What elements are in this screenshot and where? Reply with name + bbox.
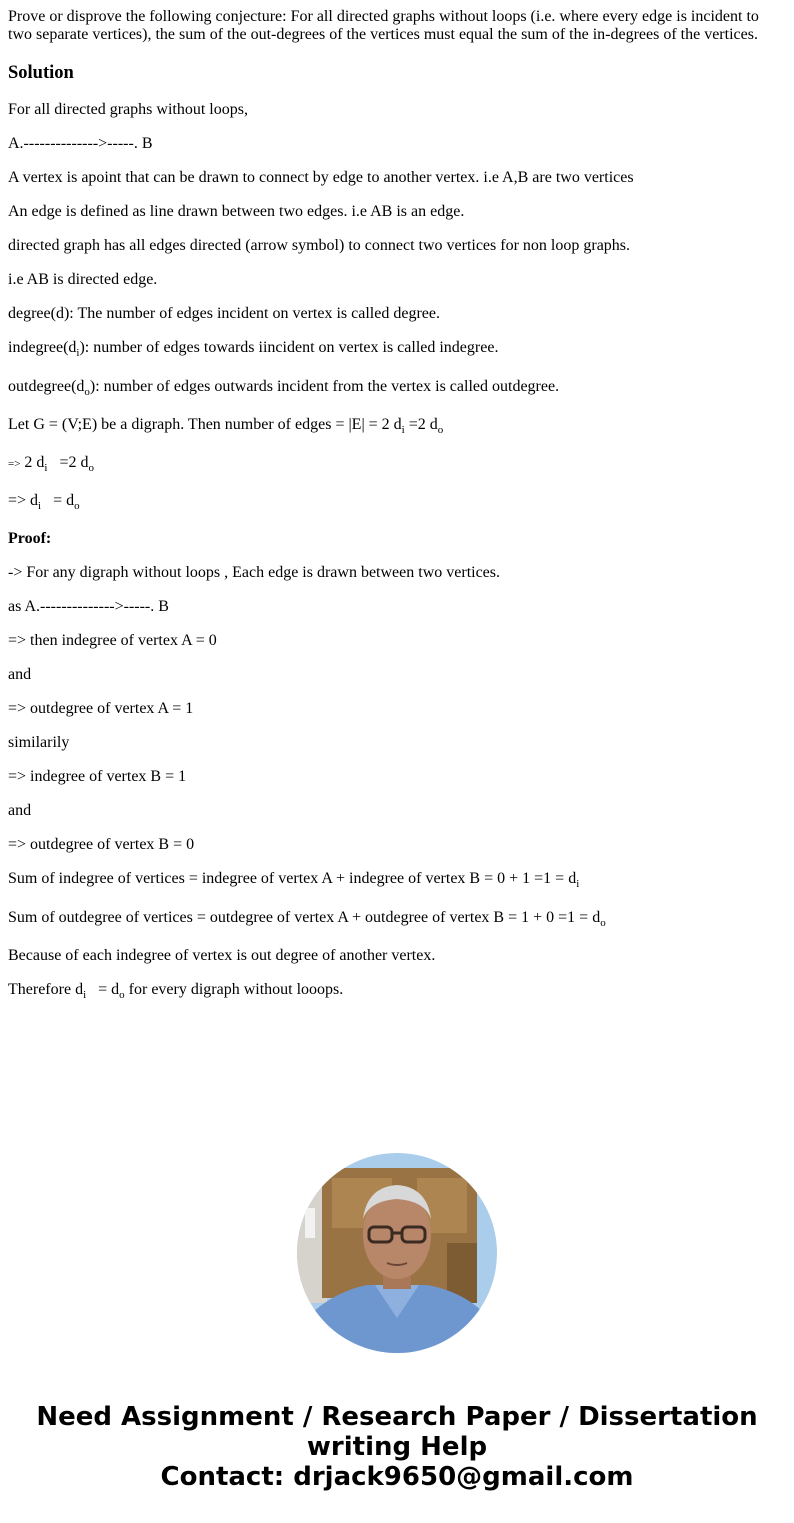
proof-line-6: similarily (8, 734, 70, 751)
sum-outdegree-line: Sum of outdegree of vertices = outdegree of vertex A + outdegree of vertex $B = 1 + 0 =1 = d_o$ (8, 909, 606, 929)
contact-banner (0, 1402, 794, 1492)
graph-line: A.-------------->-----. B (8, 135, 153, 152)
proof-line-8: and (8, 802, 32, 819)
edge-count-equation: Let G = (V;E) be a digraph. Then number of edges = |E| = 2 $d_i =2$ $d_o$ (8, 416, 444, 436)
proof-line-3: => then indegree of vertex A = 0 (8, 632, 217, 649)
solution-document (8, 8, 786, 1044)
banner-line-1: Need Assignment / Research Paper / Dissertation (36, 1402, 758, 1432)
banner-contact-email: Contact: drjack9650@gmail.com (160, 1462, 634, 1492)
equation-step-1: => 2 $d_i =2$ $d_o$ (8, 454, 95, 474)
proof-label: Proof: (8, 530, 52, 547)
avatar (297, 1153, 497, 1353)
solution-body (8, 84, 786, 1044)
conclusion-line: Therefore $d_i = d_o$ for every digraph without looops. (8, 981, 344, 1001)
sum-indegree-line: Sum of indegree of vertices = indegree of vertex A + indegree of vertex $B = 0 + 1 =1 = d_i$ (8, 870, 580, 890)
solution-heading: Solution (8, 63, 74, 83)
intro-line: For all directed graphs without loops, (8, 101, 248, 118)
outdegree-definition: $outdegree(d_o)$: number of edges outwards incident from the vertex is called outdegree. (8, 378, 560, 398)
because-line: Because of each indegree of vertex is out degree of another vertex. (8, 947, 436, 964)
banner-line-2: writing Help (306, 1432, 488, 1462)
person-portrait-icon (297, 1153, 497, 1353)
proof-line-5: => outdegree of vertex A = 1 (8, 700, 194, 717)
directed-definition: directed graph has all edges directed (arrow symbol) to connect two vertices for non loop graphs. (8, 237, 631, 254)
vertex-definition: A vertex is apoint that can be drawn to connect by edge to another vertex. i.e A,B are two vertices (8, 169, 634, 186)
indegree-definition: $indegree(d_i)$: number of edges towards iincident on vertex is called indegree. (8, 339, 499, 359)
question-text: Prove or disprove the following conjecture: For all directed graphs without loops (i.e. where every edge is incident to two separate vertices), the sum of the out-degrees of the vertices must equal the sum of the in-degrees of the vertices. (8, 8, 759, 43)
proof-line-2: as A.-------------->-----. B (8, 598, 169, 615)
degree-definition: degree(d): The number of edges incident on vertex is called degree. (8, 305, 440, 322)
directed-edge-line: i.e AB is directed edge. (8, 271, 158, 288)
proof-line-7: => indegree of vertex B = 1 (8, 768, 187, 785)
proof-line-1: -> For any digraph without loops , Each edge is drawn between two vertices. (8, 564, 501, 581)
equation-step-2: => $d_i = d_o$ (8, 492, 80, 512)
proof-line-9: => outdegree of vertex B = 0 (8, 836, 195, 853)
edge-definition: An edge is defined as line drawn between two edges. i.e AB is an edge. (8, 203, 465, 220)
proof-line-4: and (8, 666, 32, 683)
